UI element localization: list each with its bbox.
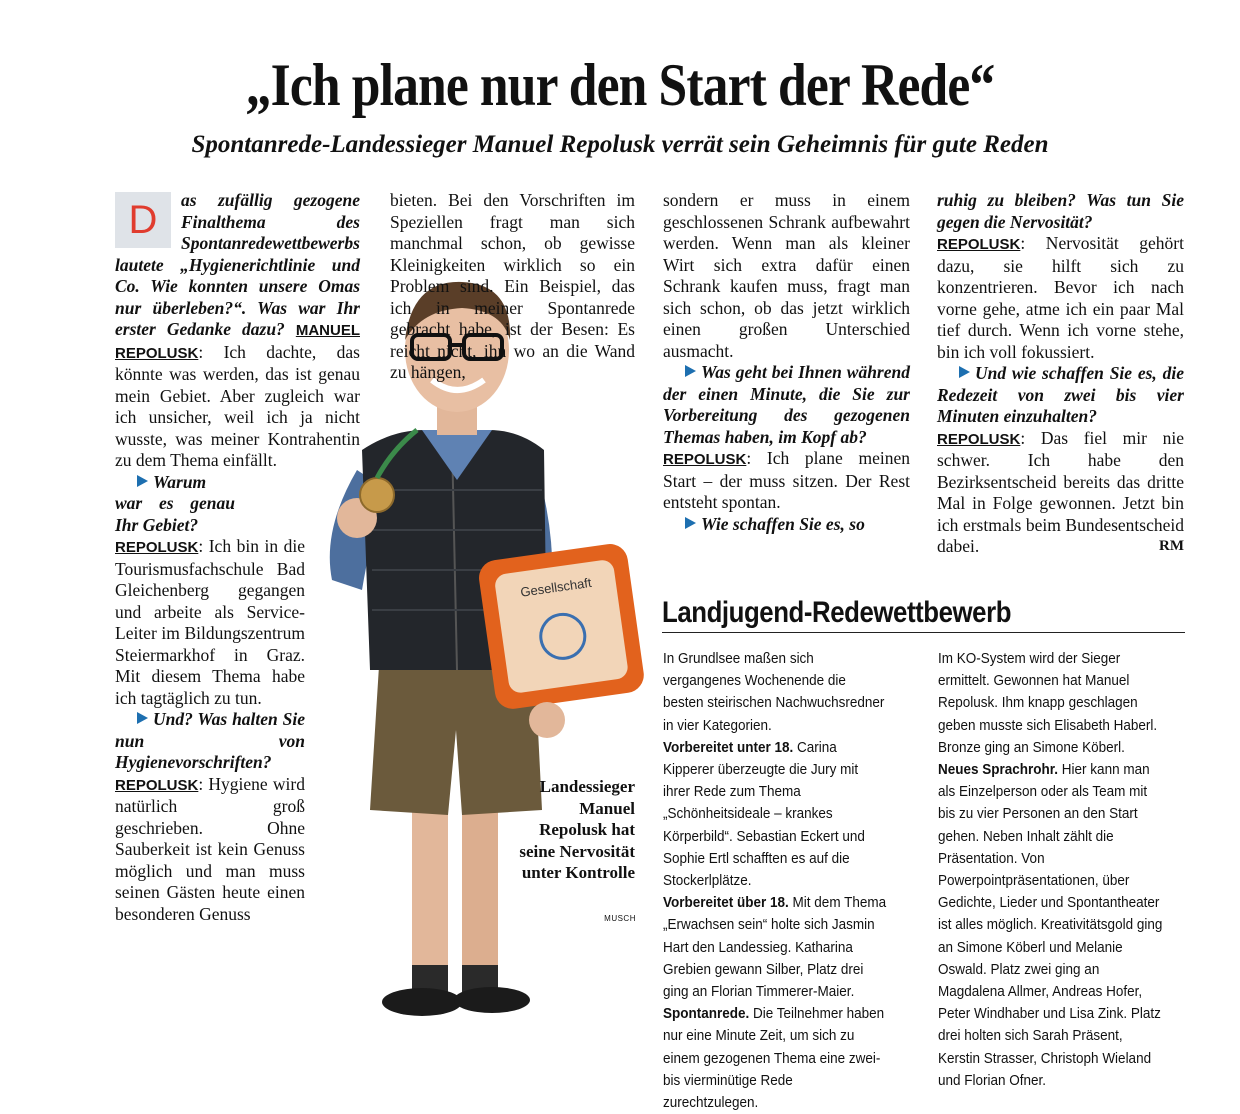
speaker-label: REPOLUSK [937,430,1021,448]
question-6: Und wie schaffen Sie es, die Redezeit von zwei bis vier Minuten einzuhalten? [937,363,1184,426]
box-column-1 [663,648,888,1114]
answer-2: : Ich bin in die Tourismusfachschule Bad Gleichenberg gegangen und arbeite als Service-Leiter im Bildungszentrum Steiermarkhof in Graz. Mit diesem Thema habe ich tagtäglich zu tun. [115,536,305,708]
box-paragraph: In Grundlsee maßen sich vergangenes Wochenende die besten steirischen Nachwuchsredner in vier Kategorien. [663,650,885,734]
speaker-label: REPOLUSK [115,539,199,556]
triangle-bullet-icon [685,517,696,529]
question-1: as zufällig gezogene Finalthema des Spontanredewettbewerbs lautete „Hygienerichtlinie und Co. Wie konnten unsere Omas nur überleben?“. Was war Ihr erster Gedanke dazu? [115,190,360,339]
medal [360,478,394,512]
answer-3: : Hygiene wird natürlich groß geschrieben. Ohne Sauberkeit ist kein Genuss möglich und man muss seinen Gästen heute einen besonderen Genuss [115,773,305,924]
shoe-left [382,988,462,1016]
triangle-bullet-icon [959,366,970,378]
answer-4: : Ich plane meinen Start – der muss sitzen. Der Rest entsteht spontan. [663,448,910,512]
box-subheading: Vorbereitet über 18. [663,894,789,912]
box-title: Landjugend-Redewettbewerb [662,596,1012,629]
cube [477,542,646,711]
cube-label: Gesellschaft [519,574,593,600]
drop-cap: D [115,192,171,248]
box-divider [662,632,1185,633]
speaker-label: REPOLUSK [663,451,747,468]
box-paragraph: Im KO-System wird der Sieger ermittelt. Gewonnen hat Manuel Repolusk. Ihm knapp geschlagen geben musste sich Elisabeth Haberl. Bronze ging an Simone Köberl. [938,650,1158,756]
answer-6: : Das fiel mir nie schwer. Ich habe den Bezirksentscheid bereits das dritte Mal in Folge gewonnen. Jetzt bin ich erstmals beim Bundesentscheid dabei. [937,427,1184,556]
photo-credit: MUSCH [604,914,636,923]
answer-5: : Nervosität gehört dazu, sie hilft sich zu konzentrieren. Bevor ich nach vorne gehe, atme ich ein paar Mal tief durch. Wenn ich vorne stehe, bin ich voll fokussiert. [937,233,1184,362]
interview-column-3 [663,190,910,535]
box-paragraph: Carina Kipperer überzeugte die Jury mit ihrer Rede zum Thema „Schönheitsideale – krankes Körperbild“. Sebastian Eckert und Sophie Ertl schafften es auf die Stockerlplätze. [663,738,865,890]
interview-column-2: bieten. Bei den Vorschriften im Speziellen fragt man sich manchmal schon, ob gewisse Kleinigkeiten wirklich so ein Problem sind. Ein Beispiel, das ich in meiner Spontanrede gebracht habe, ist der Besen: Es reicht nicht, ihn wo an die Wand zu hängen, [390,190,635,382]
box-paragraph: Die Teilnehmer haben nur eine Minute Zeit, um sich zu einem gezogenen Thema eine zwei- bis vierminütige Rede zurechtzulegen. [663,1005,885,1112]
subheadline: Spontanrede-Landessieger Manuel Repolusk verrät sein Geheimnis für gute Reden [191,131,1049,158]
triangle-bullet-icon [137,475,148,487]
interview-column-1 [115,190,360,925]
box-paragraph: Hier kann man als Einzelperson oder als Team mit bis zu vier Personen an den Start gehen. Neben Inhalt zählt die Präsentation. Von Powerpointpräsentationen, über Gedichte, Lieder und Spontantheater ist alles möglich. Kreativitätsgold ging an Simone Köberl und Melanie Oswald. Platz zwei ging an Magdalena Allmer, Andreas Hofer, Peter Windhaber und Lisa Zink. Platz drei holten sich Sarah Präsent, Kerstin Strasser, Christoph Wieland und Florian Ofner. [938,761,1163,1089]
box-subheading: Vorbereitet unter 18. [663,738,794,756]
speaker-label: REPOLUSK [937,236,1021,253]
hand-right [529,702,565,738]
photo-caption: Landessieger Manuel Repolusk hat seine Nervosität unter Kontrolle [519,777,635,882]
question-5-start: Wie schaffen Sie es, so [701,513,865,534]
question-3: Und? Was halten Sie nun von Hygienevorschriften? [115,709,305,772]
interview-column-4 [937,190,1184,558]
box-column-2 [938,648,1163,1092]
shoe-right [454,987,530,1013]
speaker-label: REPOLUSK [115,776,199,794]
author-signature: RM [1159,538,1184,554]
headline: „Ich plane nur den Start der Rede“ [245,52,995,118]
box-subheading: Neues Sprachrohr. [938,761,1059,779]
question-4: Was geht bei Ihnen während der einen Minute, die Sie zur Vorbereitung des gezogenen Themas haben, im Kopf ab? [663,362,910,447]
box-subheading: Spontanrede. [663,1005,750,1023]
triangle-bullet-icon [137,712,148,724]
column-3-text: sondern er muss in einem geschlossenen Schrank aufbewahrt werden. Wenn man als kleiner Wirt sich extra dafür einen Schrank kaufen muss, fragt man sich schon, ob das jetzt wirklich einen großen Unterschied ausmacht. [663,190,910,361]
box-paragraph: Mit dem Thema „Erwachsen sein“ holte sich Jasmin Hart den Landessieg. Katharina Grebien gewann Silber, Platz drei ging an Florian Timmerer-Maier. [663,894,887,1001]
question-5-end: ruhig zu bleiben? Was tun Sie gegen die Nervosität? [937,190,1184,232]
question-2: Warum war es genau Ihr Gebiet? [115,471,235,535]
speaker-label: MANUEL REPOLUSK [115,322,360,362]
answer-1: : Ich dachte, das könnte was werden, das ist genau mein Gebiet. Aber zugleich war ich unsicher, weil ich ja nicht wusste, was meiner Kontrahentin zu dem Thema einfällt. [115,341,360,470]
triangle-bullet-icon [685,365,696,377]
